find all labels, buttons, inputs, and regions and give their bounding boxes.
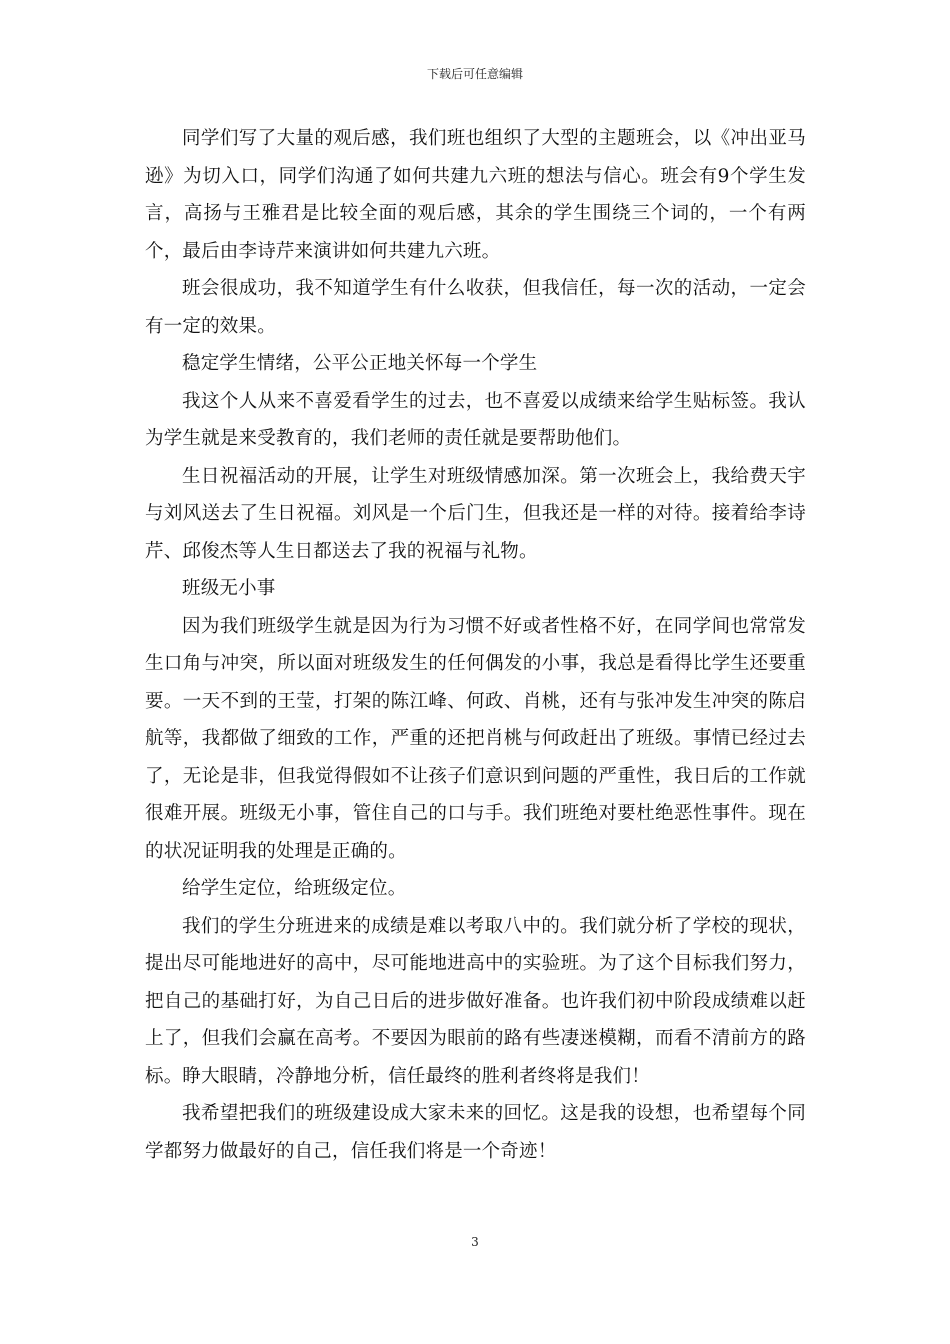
section-heading-positioning: 给学生定位，给班级定位。 [182,878,407,899]
paragraph-hope: 我希望把我们的班级建设成大家未来的回忆。这是我的设想，也希望每个同学都努力做最好的自己，信任我们将是一个奇迹！ [145,1103,806,1162]
page-number: 3 [471,1235,479,1249]
document-body [145,120,806,1170]
paragraph-class-meeting: 同学们写了大量的观后感，我们班也组织了大型的主题班会，以《冲出亚马逊》为切入口，同学们沟通了如何共建九六班的想法与信心。班会有9个学生发言，高扬与王雅君是比较全面的观后感，其余的学生围绕三个词的，一个有两个，最后由李诗芹来演讲如何共建九六班。 [145,128,806,262]
paragraph-goals: 我们的学生分班进来的成绩是难以考取八中的。我们就分析了学校的现状，提出尽可能地进好的高中，尽可能地进高中的实验班。为了这个目标我们努力，把自己的基础打好，为自己日后的进步做好准备。也许我们初中阶段成绩难以赶上了，但我们会赢在高考。不要因为眼前的路有些凄迷模糊，而看不清前方的路标。睁大眼睛，冷静地分析，信任最终的胜利者终将是我们！ [145,915,806,1087]
section-heading-stabilize: 稳定学生情绪，公平公正地关怀每一个学生 [182,353,538,374]
paragraph-birthday: 生日祝福活动的开展，让学生对班级情感加深。第一次班会上，我给费天宇与刘风送去了生日祝福。刘风是一个后门生，但我还是一样的对待。接着给李诗芹、邱俊杰等人生日都送去了我的祝福与礼物。 [145,465,806,562]
section-heading-no-small-matters: 班级无小事 [182,578,276,599]
page-header: 下载后可任意编辑 [426,67,523,81]
paragraph-meeting-success: 班会很成功，我不知道学生有什么收获，但我信任，每一次的活动，一定会有一定的效果。 [145,278,806,337]
paragraph-no-labels: 我这个人从来不喜爱看学生的过去，也不喜爱以成绩来给学生贴标签。我认为学生就是来受教育的，我们老师的责任就是要帮助他们。 [145,390,806,449]
paragraph-conflicts: 因为我们班级学生就是因为行为习惯不好或者性格不好，在同学间也常常发生口角与冲突，所以面对班级发生的任何偶发的小事，我总是看得比学生还要重要。一天不到的王莹，打架的陈江峰、何政、肖桃，还有与张冲发生冲突的陈启航等，我都做了细致的工作，严重的还把肖桃与何政赶出了班级。事情已经过去了，无论是非，但我觉得假如不让孩子们意识到问题的严重性，我日后的工作就很难开展。班级无小事，管住自己的口与手。我们班绝对要杜绝恶性事件。现在的状况证明我的处理是正确的。 [145,615,806,862]
